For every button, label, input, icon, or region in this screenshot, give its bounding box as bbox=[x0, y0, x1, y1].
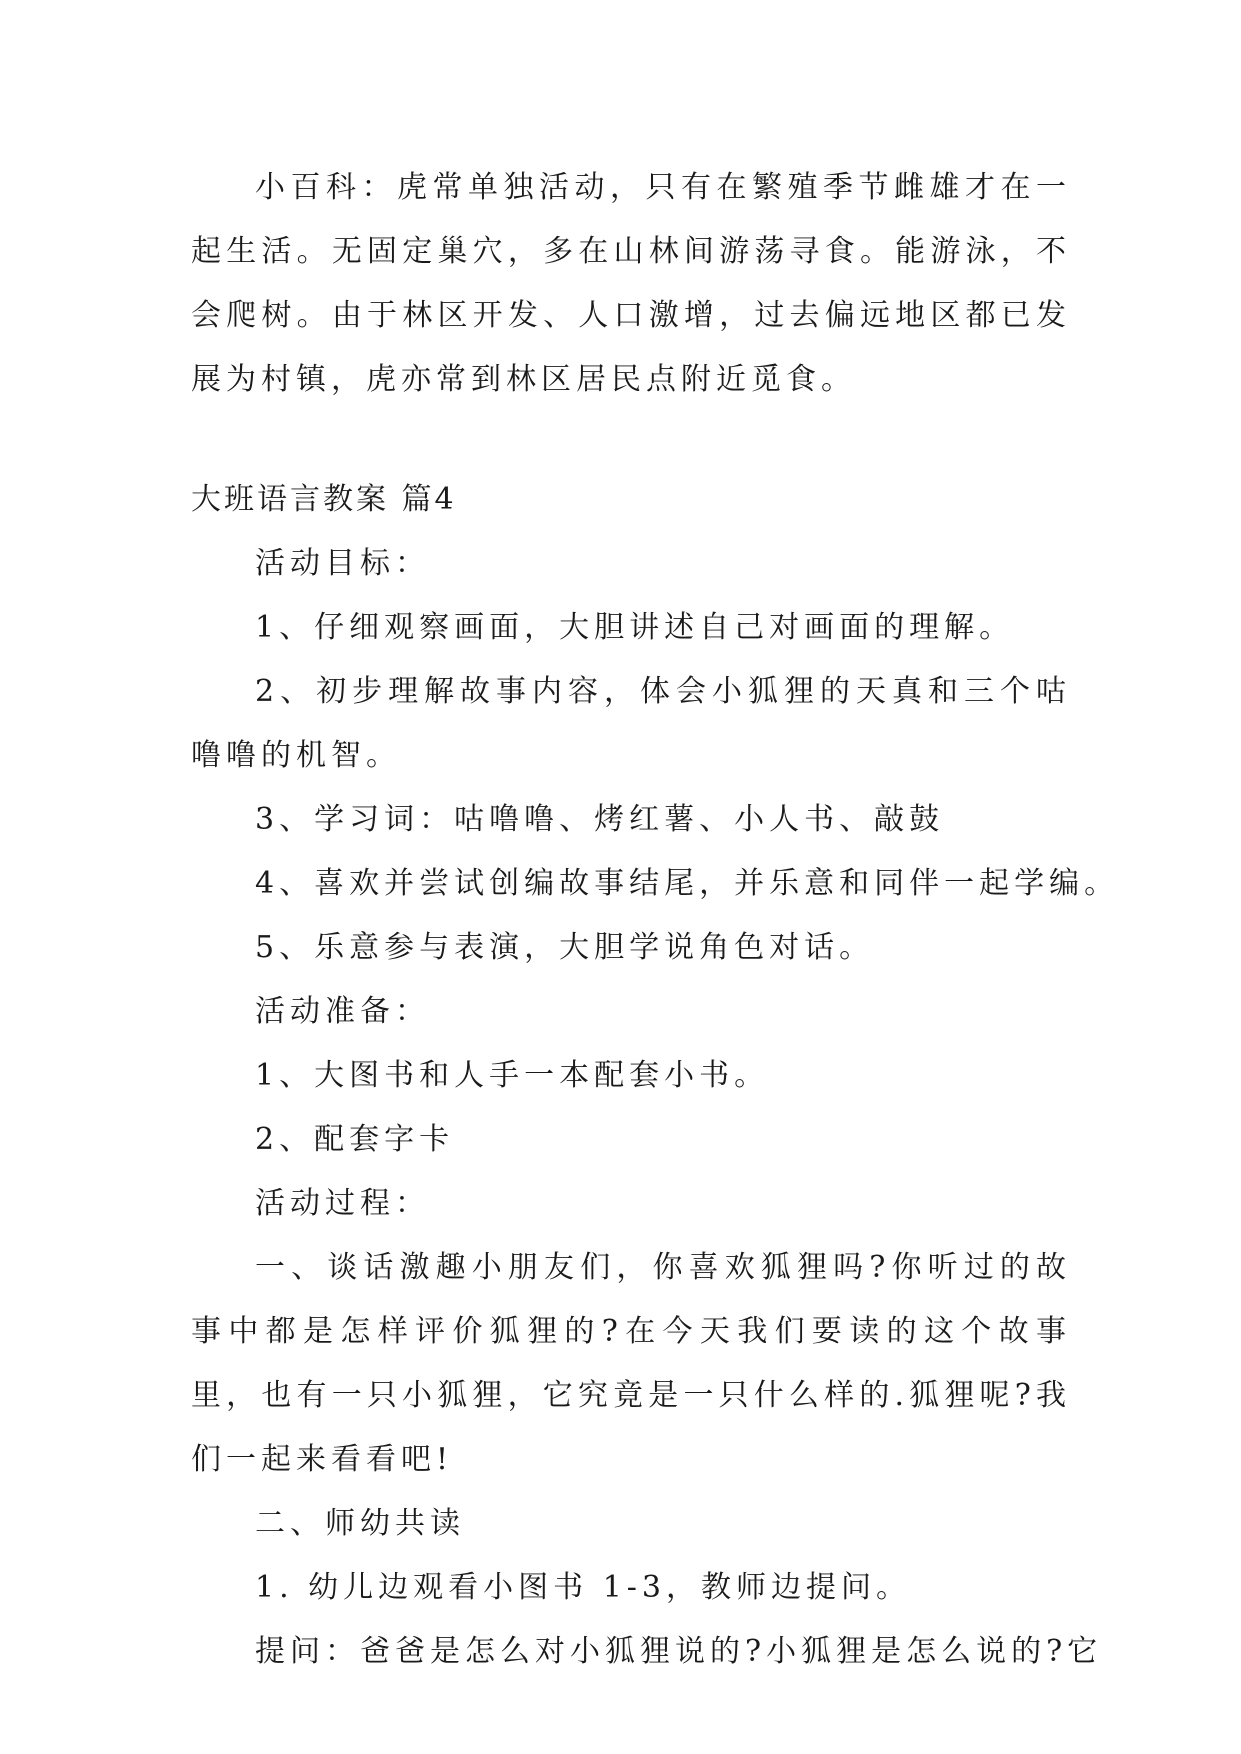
goal-item-5: 5、乐意参与表演，大胆学说角色对话。 bbox=[255, 930, 875, 965]
process-step-1: 一、谈话激趣小朋友们，你喜欢狐狸吗?你听过的故事中都是怎样评价狐狸的?在今天我们要读的这个故事里，也有一只小狐狸，它究竟是一只什么样的.狐狸呢?我们一起来看看吧! bbox=[191, 1250, 1071, 1477]
heading-activity-preparation: 活动准备： bbox=[255, 994, 430, 1029]
goal-item-3: 3、学习词：咕噜噜、烤红薯、小人书、敲鼓 bbox=[255, 802, 945, 837]
document-body bbox=[191, 156, 1120, 1684]
preparation-item-1: 1、大图书和人手一本配套小书。 bbox=[255, 1058, 770, 1093]
paragraph-tiger-encyclopedia: 小百科：虎常单独活动，只有在繁殖季节雌雄才在一起生活。无固定巢穴，多在山林间游荡寻食。能游泳，不会爬树。由于林区开发、人口激增，过去偏远地区都已发展为村镇，虎亦常到林区居民点附近觅食。 bbox=[191, 170, 1071, 397]
heading-activity-goals: 活动目标： bbox=[255, 546, 430, 581]
preparation-item-2: 2、配套字卡 bbox=[255, 1122, 455, 1157]
process-question: 提问：爸爸是怎么对小狐狸说的?小狐狸是怎么说的?它 bbox=[255, 1634, 1103, 1669]
heading-activity-process: 活动过程： bbox=[255, 1186, 430, 1221]
section-title: 大班语言教案 篇4 bbox=[191, 482, 457, 517]
goal-item-1: 1、仔细观察画面，大胆讲述自己对画面的理解。 bbox=[255, 610, 1015, 645]
goal-item-2: 2、初步理解故事内容，体会小狐狸的天真和三个咕噜噜的机智。 bbox=[191, 674, 1071, 773]
process-substep-1: 1. 幼儿边观看小图书 1-3，教师边提问。 bbox=[255, 1570, 912, 1605]
goal-item-4: 4、喜欢并尝试创编故事结尾，并乐意和同伴一起学编。 bbox=[255, 866, 1120, 901]
process-step-2: 二、师幼共读 bbox=[255, 1506, 465, 1541]
